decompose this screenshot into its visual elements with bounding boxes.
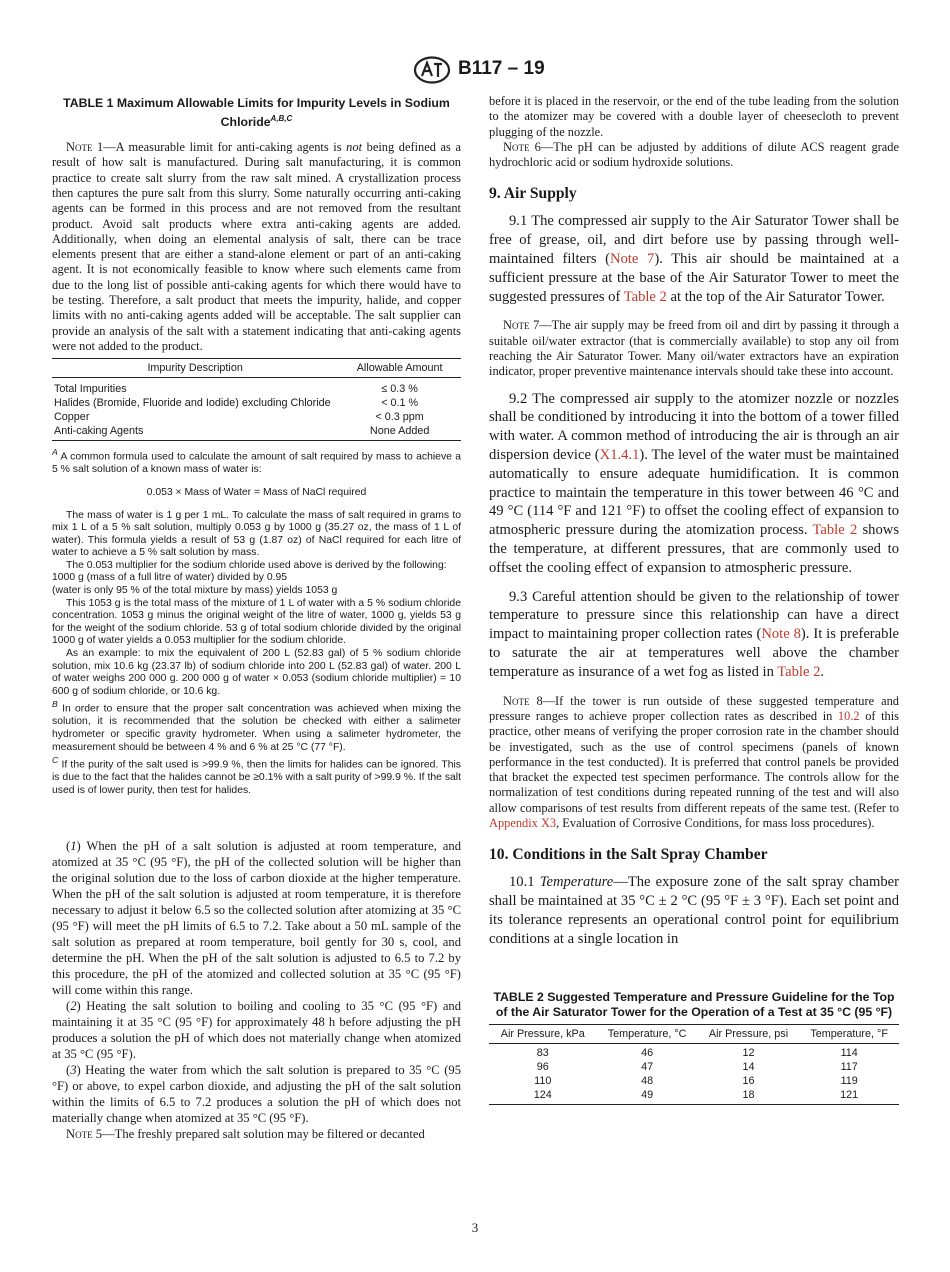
ph-note-2: (2) Heating the salt solution to boiling and cooling to 35 °C (95 °F) and maintaining it at 35 °C (95 °F) for approximately 48 h before adjusting the pH produces a solution the pH of which does not materially change when atomized at 35 °C (95 °F). xyxy=(52,998,461,1061)
table-cell: 12 xyxy=(742,1047,755,1060)
left-column xyxy=(52,94,461,1142)
table-cell: Anti-caking Agents xyxy=(52,424,338,441)
footnote-a-p2: The 0.053 multiplier for the sodium chloride used above is derived by the following: xyxy=(66,559,447,571)
table-header-row xyxy=(489,1025,899,1044)
column-header: Allowable Amount xyxy=(338,359,461,378)
note-6: Note 6—The pH can be adjusted by additions of dilute ACS reagent grade hydrochloric acid or sodium hydroxide solutions. xyxy=(489,139,899,170)
table-2-link[interactable]: Table 2 xyxy=(623,288,667,305)
table-cell: None Added xyxy=(338,424,461,441)
table-cell: 124 xyxy=(489,1088,597,1105)
footnote-c: $^C$ If the purity of the salt used is >99.9 %, then the limits for halides can be ignored. This is due to the fact that the halides cannot be ≥0.1% with a salt purity of >99.9 %. If the salt used is of lower purity, then test for halides. xyxy=(52,755,461,796)
footnote-b: $^B$ In order to ensure that the proper salt concentration was achieved when mixing the solution, it is recommended that the solution be checked with either a salimeter hydrometer or specific gravity hydrometer. When using a salimeter hydrometer, the measurement should be between 4 % and 6 % at 25 °C (77 °F). xyxy=(52,699,461,753)
table-cell: 48 xyxy=(641,1075,654,1088)
table-cell: ≤ 0.3 % xyxy=(381,383,418,396)
note-5-continued: before it is placed in the reservoir, or the end of the tube leading from the solution to the atomizer may be covered with a double layer of cheesecloth to prevent plugging of the nozzle. xyxy=(489,94,899,139)
page-number: 3 xyxy=(471,1220,479,1235)
table-cell: 96 xyxy=(536,1061,549,1074)
table2 xyxy=(489,1024,899,1105)
section-9-heading: 9. Air Supply xyxy=(489,185,577,203)
footnote-a-p3: 1000 g (mass of a full litre of water) divided by 0.95 xyxy=(52,572,288,584)
table-cell: < 0.1 % xyxy=(381,397,419,410)
table-cell: 46 xyxy=(641,1047,654,1060)
table-cell: 49 xyxy=(597,1088,698,1105)
footnote-a-formula: 0.053 × Mass of Water = Mass of NaCl required xyxy=(146,486,367,498)
table-cell: Halides (Bromide, Fluoride and Iodide) excluding Chloride xyxy=(54,397,331,410)
table1-title: TABLE 1 Maximum Allowable Limits for Impurity Levels in Sodium Chloride$^{A,B,C}$ xyxy=(63,96,450,130)
table-cell: < 0.3 ppm xyxy=(375,411,424,424)
table-cell: 119 xyxy=(840,1075,858,1088)
table-cell: 121 xyxy=(799,1088,899,1105)
table-cell: 117 xyxy=(840,1061,858,1074)
footnote-a: $^A$ A common formula used to calculate the amount of salt required by mass to achieve a 5 % salt solution of a known mass of water is: xyxy=(52,447,461,476)
x1-4-1-link[interactable]: X1.4.1 xyxy=(599,447,640,464)
table-cell: 14 xyxy=(742,1061,755,1074)
section-10-2-link[interactable]: 10.2 xyxy=(837,708,860,723)
column-header: Temperature, °C xyxy=(597,1025,698,1044)
footnote-a-p4: (water is only 95 % of the total mixture by mass) yields 1053 g xyxy=(52,585,338,597)
footnote-a-p5: This 1053 g is the total mass of the mixture of 1 L of water with a 5 % sodium chloride concentration. 1053 g minus the original weight of the litre of water, 1000 g, yields 53 g for the weight of the sodium chloride. 53 g of total sodium chloride divided by the original 1000 g of water yields a 0.053 multiplier for the sodium chloride. xyxy=(52,597,461,647)
table-row xyxy=(489,1088,899,1105)
table-cell: 110 xyxy=(534,1075,552,1088)
table1-note1: Note 1—A measurable limit for anti-caking agents is not being defined as a result of how salt is manufactured. During salt manufacturing, it is common practice to create salt slurry from the raw salt mined. A crystallization process then captures the pure salt from this slurry. Some naturally occurring anti-caking agents can be formed in this process and are not removed from the resultant product. Avoid salt products where extra anti-caking agents are added. Additionally, when doing an elemental analysis of salt, there can be trace elements present that are either a stand-alone element or part of an anti-caking agent. It is not economically feasible to know where such elements came from due to the long list of possible anti-caking agents for which there would have to be testing. Therefore, a salt product that meets the impurity, halide, and copper limits with no anti-caking agents added will be acceptable. The salt supplier can provide an analysis of the salt with a statement indicating that anti-caking agents were not added to the product. xyxy=(52,140,461,353)
footnote-a-p1: The mass of water is 1 g per 1 mL. To calculate the mass of salt required in grams to mix 1 L of a 5 % salt solution, multiply 0.053 g by 1000 g (35.27 oz, the mass of 1 L of water). This formula yields a result of 53 g (1.87 oz) of NaCl required for each litre of water to achieve a 5 % salt solution by mass. xyxy=(52,509,461,559)
table1-footnotes xyxy=(52,446,461,797)
table-row xyxy=(489,1060,899,1074)
table-row xyxy=(52,396,461,410)
table-2-link[interactable]: Table 2 xyxy=(812,522,858,539)
ph-note-3: (3) Heating the water from which the salt solution is prepared to 35 °C (95 °F) or above, to expel carbon dioxide, and adjusting the pH of the salt solution within the limits of 6.5 to 7.2 produces a solution the pH of which does not materially change when atomized at 35 °C (95 °F). xyxy=(52,1062,461,1125)
table-row xyxy=(52,424,461,441)
table-row xyxy=(489,1074,899,1088)
footnote-a-p6: As an example: to mix the equivalent of 200 L (52.83 gal) of 5 % sodium chloride solution, mix 10.6 kg (23.37 lb) of sodium chloride into 200 L (52.83 gal) of water. 200 L of water weighs 200 000 g. 200 000 g of water × 0.053 (sodium chloride multiplier) = 10 600 g of sodium chloride, or 10.6 kg. xyxy=(52,648,461,697)
paragraph-10-1: 10.1 Temperature—The exposure zone of the salt spray chamber shall be maintained at 35 °C ± 2 °C (95 °F ± 3 °F). Each set point and its tolerance represents an operational control point for equilibrium conditions at a single location in xyxy=(489,874,900,947)
note-7: Note 7—The air supply may be freed from oil and dirt by passing it through a suitable oil/water extractor (that is commercially available) to stop any oil from reaching the Air Saturator Tower. Many oil/water extractors have an expiration indicator, proper preventive maintenance intervals should take these into account. xyxy=(489,318,899,379)
paragraph-9-3: 9.3 Careful attention should be given to the relationship of tower temperature to pressure since this relationship can have a direct impact to maintaining proper collection rates (Note 8). It is preferable to saturate the air at temperatures well above the chamber temperature as insurance of a wet fog as listed in Table 2. xyxy=(489,588,899,680)
section-10-heading: 10. Conditions in the Salt Spray Chamber xyxy=(489,846,768,864)
table-row xyxy=(52,410,461,424)
table-cell: 18 xyxy=(698,1088,800,1105)
table2-title: TABLE 2 Suggested Temperature and Pressure Guideline for the Top of the Air Saturator Tower for the Operation of a Test at 35 °C (95 °F) xyxy=(493,990,895,1020)
column-header: Air Pressure, psi xyxy=(698,1025,800,1044)
ph-note-1: (1) When the pH of a salt solution is adjusted at room temperature, and atomized at 35 °C (95 °F), the pH of the collected solution will be higher than the original solution due to the loss of carbon dioxide at the higher temperature. When the pH of the salt solution is adjusted at room temperature, it is therefore necessary to adjust it below 6.5 so the collected solution after atomizing at 35 °C (95 °F) will meet the pH limits of 6.5 to 7.2. Take about a 50 mL sample of the salt solution as prepared at room temperature, boil gently for 30 s, cool, and determine the pH. When the pH of the salt solution is adjusted to 6.5 to 7.2 by this procedure, the pH of the atomized and collected solution at 35 °C (95 °F) will come within this range. xyxy=(52,838,461,997)
column-header: Impurity Description xyxy=(52,359,338,378)
table-cell: 16 xyxy=(742,1075,755,1088)
table1 xyxy=(52,358,461,441)
table-row xyxy=(489,1044,899,1061)
table-cell: Total Impurities xyxy=(54,383,127,396)
appendix-x3-link[interactable]: Appendix X3 xyxy=(489,815,557,830)
paragraph-9-1: 9.1 The compressed air supply to the Air Saturator Tower shall be free of grease, oil, and dirt before use by passing through well-maintained filters (Note 7). This air should be maintained at a sufficient pressure at the base of the Air Saturator Tower to meet the suggested pressures of Table 2 at the top of the Air Saturator Tower. xyxy=(489,213,899,305)
ph-adjustment-notes xyxy=(52,838,461,1142)
column-header: Temperature, °F xyxy=(799,1025,899,1044)
table-cell: 114 xyxy=(840,1047,858,1060)
note-5: Note 5—The freshly prepared salt solution may be filtered or decanted xyxy=(66,1126,425,1141)
table-cell: 83 xyxy=(536,1047,549,1060)
table-header-row xyxy=(52,359,461,378)
table-2-link[interactable]: Table 2 xyxy=(777,663,821,680)
paragraph-9-2: 9.2 The compressed air supply to the atomizer nozzle or nozzles shall be conditioned by introducing it into the bottom of a tower filled with water. A common method of introducing the air is through an air dispersion device (X1.4.1). The level of the water must be maintained automatically to ensure adequate humidification. It is common practice to maintain the temperature in this tower between 46 °C and 49 °C (114 °F and 121 °F) to offset the cooling effect of expansion to atmospheric pressure during the atomization process. Table 2 shows the temperature, at different pressures, that are commonly used to offset the cooling effect of expansion to atmospheric pressure. xyxy=(489,390,900,576)
note-8: Note 8—If the tower is run outside of these suggested temperature and pressure ranges to achieve proper collection rates as described in 10.2 of this practice, other means of verifying the proper corrosion rate in the chamber should be investigated, such as the use of control specimens (panels of known performance in the test conducted). It is preferred that control panels be provided that bracket the expected test specimen performance. The controls allow for the normalization of test conditions during repeated running of the test and will also allow comparisons of test results from different repeats of the same test. (Refer to Appendix X3, Evaluation of Corrosive Conditions, for mass loss procedures). xyxy=(489,693,899,830)
column-header: Air Pressure, kPa xyxy=(489,1025,597,1044)
page-header xyxy=(0,56,950,86)
table-cell: Copper xyxy=(54,411,90,424)
designation: B117 – 19 xyxy=(458,58,545,79)
table-cell: 47 xyxy=(641,1061,654,1074)
right-column xyxy=(489,94,899,1105)
note-7-link[interactable]: Note 7 xyxy=(610,251,655,268)
astm-logo-icon xyxy=(413,56,451,84)
note-8-link[interactable]: Note 8 xyxy=(761,626,801,643)
table-row xyxy=(52,378,461,397)
